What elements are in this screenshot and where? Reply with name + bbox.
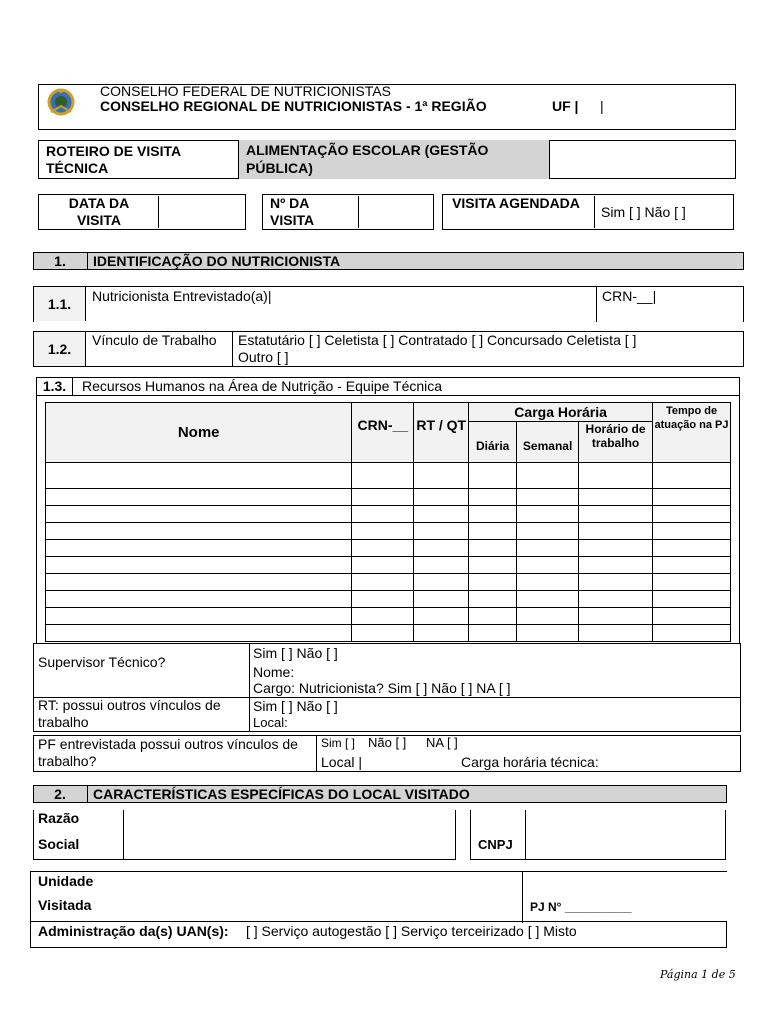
table-cell[interactable]	[469, 506, 517, 523]
table-cell[interactable]	[352, 489, 414, 506]
pf-divider	[316, 735, 317, 772]
table-cell[interactable]	[653, 591, 731, 608]
table-cell[interactable]	[352, 574, 414, 591]
section2-title: CARACTERÍSTICAS ESPECÍFICAS DO LOCAL VISITADO	[93, 786, 470, 802]
s11-crn[interactable]: CRN-__|	[602, 288, 657, 304]
table-cell[interactable]	[653, 506, 731, 523]
s11-label[interactable]: Nutricionista Entrevistado(a)|	[92, 288, 272, 304]
table-row	[46, 625, 731, 642]
table-cell[interactable]	[414, 540, 469, 557]
table-cell[interactable]	[46, 463, 352, 489]
table-cell[interactable]	[653, 463, 731, 489]
col-crn: CRN-__	[352, 403, 414, 463]
uf-field[interactable]: |	[600, 98, 604, 114]
razao-label: Razão	[38, 810, 80, 826]
s11-number: 1.1.	[34, 287, 86, 321]
table-row	[46, 557, 731, 574]
col-rt: RT / QT	[414, 403, 469, 463]
table-cell[interactable]	[517, 591, 579, 608]
s13-number: 1.3.	[37, 378, 73, 395]
table-cell[interactable]	[579, 489, 653, 506]
pf-carga[interactable]: Carga horária técnica:	[461, 754, 599, 770]
supervisor-label: Supervisor Técnico?	[38, 654, 166, 670]
table-cell[interactable]	[469, 625, 517, 642]
table-cell[interactable]	[414, 557, 469, 574]
table-cell[interactable]	[579, 557, 653, 574]
table-cell[interactable]	[653, 625, 731, 642]
table-cell[interactable]	[352, 557, 414, 574]
table-cell[interactable]	[469, 574, 517, 591]
table-cell[interactable]	[653, 489, 731, 506]
table-cell[interactable]	[414, 489, 469, 506]
table-cell[interactable]	[414, 523, 469, 540]
table-row	[46, 523, 731, 540]
s12-options-line1[interactable]: Estatutário [ ] Celetista [ ] Contratado [ ] Concursado Celetista [ ]	[238, 332, 637, 348]
table-cell[interactable]	[469, 591, 517, 608]
table-cell[interactable]	[579, 523, 653, 540]
rt-label: RT: possui outros vínculos de trabalho	[38, 697, 221, 730]
data-visita-field[interactable]	[158, 196, 238, 228]
table-cell[interactable]	[517, 574, 579, 591]
table-cell[interactable]	[653, 574, 731, 591]
table-cell[interactable]	[579, 608, 653, 625]
coat-of-arms-icon	[45, 86, 77, 118]
rt-divider	[249, 697, 250, 732]
table-cell[interactable]	[517, 608, 579, 625]
section1-divider	[87, 252, 88, 270]
adm-options[interactable]: [ ] Serviço autogestão [ ] Serviço terceirizado [ ] Misto	[246, 923, 577, 939]
table-cell[interactable]	[352, 463, 414, 489]
table-cell[interactable]	[517, 540, 579, 557]
table-cell[interactable]	[579, 463, 653, 489]
table-cell[interactable]	[517, 506, 579, 523]
s12-options-line2[interactable]: Outro [ ]	[238, 349, 289, 365]
table-cell[interactable]	[469, 463, 517, 489]
table-cell[interactable]	[469, 523, 517, 540]
num-visita-label: Nº DA VISITA	[270, 195, 315, 228]
razao-field[interactable]	[123, 810, 124, 860]
table-cell[interactable]	[352, 608, 414, 625]
section1-number: 1.	[54, 253, 66, 269]
cnpj-label: CNPJ	[478, 837, 513, 852]
table-cell[interactable]	[414, 574, 469, 591]
rh-table	[45, 402, 731, 642]
cnpj-box	[470, 810, 726, 860]
table-row	[46, 506, 731, 523]
pf-na[interactable]: NA [ ]	[426, 735, 458, 750]
col-diaria: Diária	[469, 422, 517, 463]
s13-label-line	[36, 395, 740, 396]
table-cell[interactable]	[469, 540, 517, 557]
table-cell[interactable]	[46, 489, 352, 506]
s13-label: Recursos Humanos na Área de Nutrição - Equipe Técnica	[82, 378, 443, 394]
section2-number: 2.	[54, 786, 66, 802]
table-cell[interactable]	[469, 608, 517, 625]
table-cell[interactable]	[414, 506, 469, 523]
cnpj-field[interactable]	[525, 810, 526, 860]
table-cell[interactable]	[469, 489, 517, 506]
supervisor-cargo[interactable]: Cargo: Nutricionista? Sim [ ] Não [ ] NA [ ]	[253, 680, 511, 696]
table-cell[interactable]	[46, 574, 352, 591]
col-horario: Horário de trabalho	[579, 422, 653, 463]
page-footer: Página 1 de 5	[660, 968, 736, 981]
table-cell[interactable]	[414, 625, 469, 642]
table-cell[interactable]	[517, 625, 579, 642]
table-row	[46, 463, 731, 489]
table-cell[interactable]	[579, 625, 653, 642]
supervisor-options[interactable]: Sim [ ] Não [ ]	[253, 645, 338, 661]
table-cell[interactable]	[517, 463, 579, 489]
table-cell[interactable]	[46, 625, 352, 642]
table-cell[interactable]	[653, 540, 731, 557]
section1-title: IDENTIFICAÇÃO DO NUTRICIONISTA	[93, 253, 341, 269]
pf-local[interactable]: Local |	[321, 754, 362, 770]
table-cell[interactable]	[352, 523, 414, 540]
col-carga: Carga Horária	[469, 403, 653, 422]
table-cell[interactable]	[653, 557, 731, 574]
table-cell[interactable]	[46, 523, 352, 540]
unidade-divider	[522, 871, 523, 923]
table-cell[interactable]	[414, 608, 469, 625]
table-cell[interactable]	[46, 591, 352, 608]
table-cell[interactable]	[579, 540, 653, 557]
table-cell[interactable]	[579, 574, 653, 591]
area-value-field[interactable]	[552, 142, 732, 177]
section2-divider	[87, 785, 88, 803]
unidade-label: Unidade	[38, 873, 94, 889]
table-cell[interactable]	[352, 506, 414, 523]
s12-number: 1.2.	[34, 332, 86, 366]
table-cell[interactable]	[517, 489, 579, 506]
agendada-options[interactable]: Sim [ ] Não [ ]	[594, 196, 734, 228]
table-cell[interactable]	[653, 608, 731, 625]
col-nome: Nome	[46, 403, 352, 463]
s12-divider	[232, 331, 233, 367]
header-line2: CONSELHO REGIONAL DE NUTRICIONISTAS - 1ª REGIÃO	[100, 98, 487, 114]
table-cell[interactable]	[46, 608, 352, 625]
col-tempo: Tempo de atuação na PJ	[653, 403, 731, 463]
table-cell[interactable]	[469, 557, 517, 574]
uf-label: UF |	[552, 98, 579, 114]
data-visita-label: DATA DA VISITA	[68, 195, 130, 228]
area-label: ALIMENTAÇÃO ESCOLAR (GESTÃO PÚBLICA)	[246, 142, 489, 176]
num-visita-field[interactable]	[358, 196, 430, 228]
table-cell[interactable]	[517, 523, 579, 540]
rt-local[interactable]: Local:	[253, 715, 288, 730]
header-line1: CONSELHO FEDERAL DE NUTRICIONISTAS	[100, 83, 391, 99]
pj-number[interactable]: PJ N° __________	[530, 900, 632, 914]
table-cell[interactable]	[579, 506, 653, 523]
table-cell[interactable]	[352, 591, 414, 608]
pf-label: PF entrevistada possui outros vínculos de trabalho?	[38, 736, 298, 769]
table-row	[46, 608, 731, 625]
table-cell[interactable]	[579, 591, 653, 608]
table-cell[interactable]	[653, 523, 731, 540]
col-semanal: Semanal	[517, 422, 579, 463]
agendada-label: VISITA AGENDADA	[452, 195, 580, 211]
razao-row-border	[33, 810, 456, 860]
visitada-label: Visitada	[38, 897, 92, 913]
s12-label: Vínculo de Trabalho	[92, 332, 217, 348]
supervisor-divider	[249, 643, 250, 698]
rt-options[interactable]: Sim [ ] Não [ ]	[253, 698, 338, 714]
roteiro-label: ROTEIRO DE VISITA TÉCNICA	[46, 143, 181, 176]
table-row	[46, 489, 731, 506]
table-row	[46, 540, 731, 557]
adm-label: Administração da(s) UAN(s):	[38, 923, 229, 939]
social-label: Social	[38, 836, 80, 852]
table-row	[46, 591, 731, 608]
table-cell[interactable]	[46, 540, 352, 557]
pf-nao[interactable]: Não [ ]	[368, 735, 407, 750]
s11-right-border	[743, 286, 744, 322]
s11-divider	[596, 286, 597, 322]
table-cell[interactable]	[352, 625, 414, 642]
table-row	[46, 574, 731, 591]
table-cell[interactable]	[414, 463, 469, 489]
table-cell[interactable]	[46, 557, 352, 574]
table-cell[interactable]	[517, 557, 579, 574]
table-cell[interactable]	[414, 591, 469, 608]
unidade-row	[30, 871, 727, 923]
table-cell[interactable]	[352, 540, 414, 557]
table-cell[interactable]	[46, 506, 352, 523]
supervisor-nome[interactable]: Nome:	[253, 664, 295, 680]
pf-sim[interactable]: Sim [ ]	[321, 736, 356, 750]
